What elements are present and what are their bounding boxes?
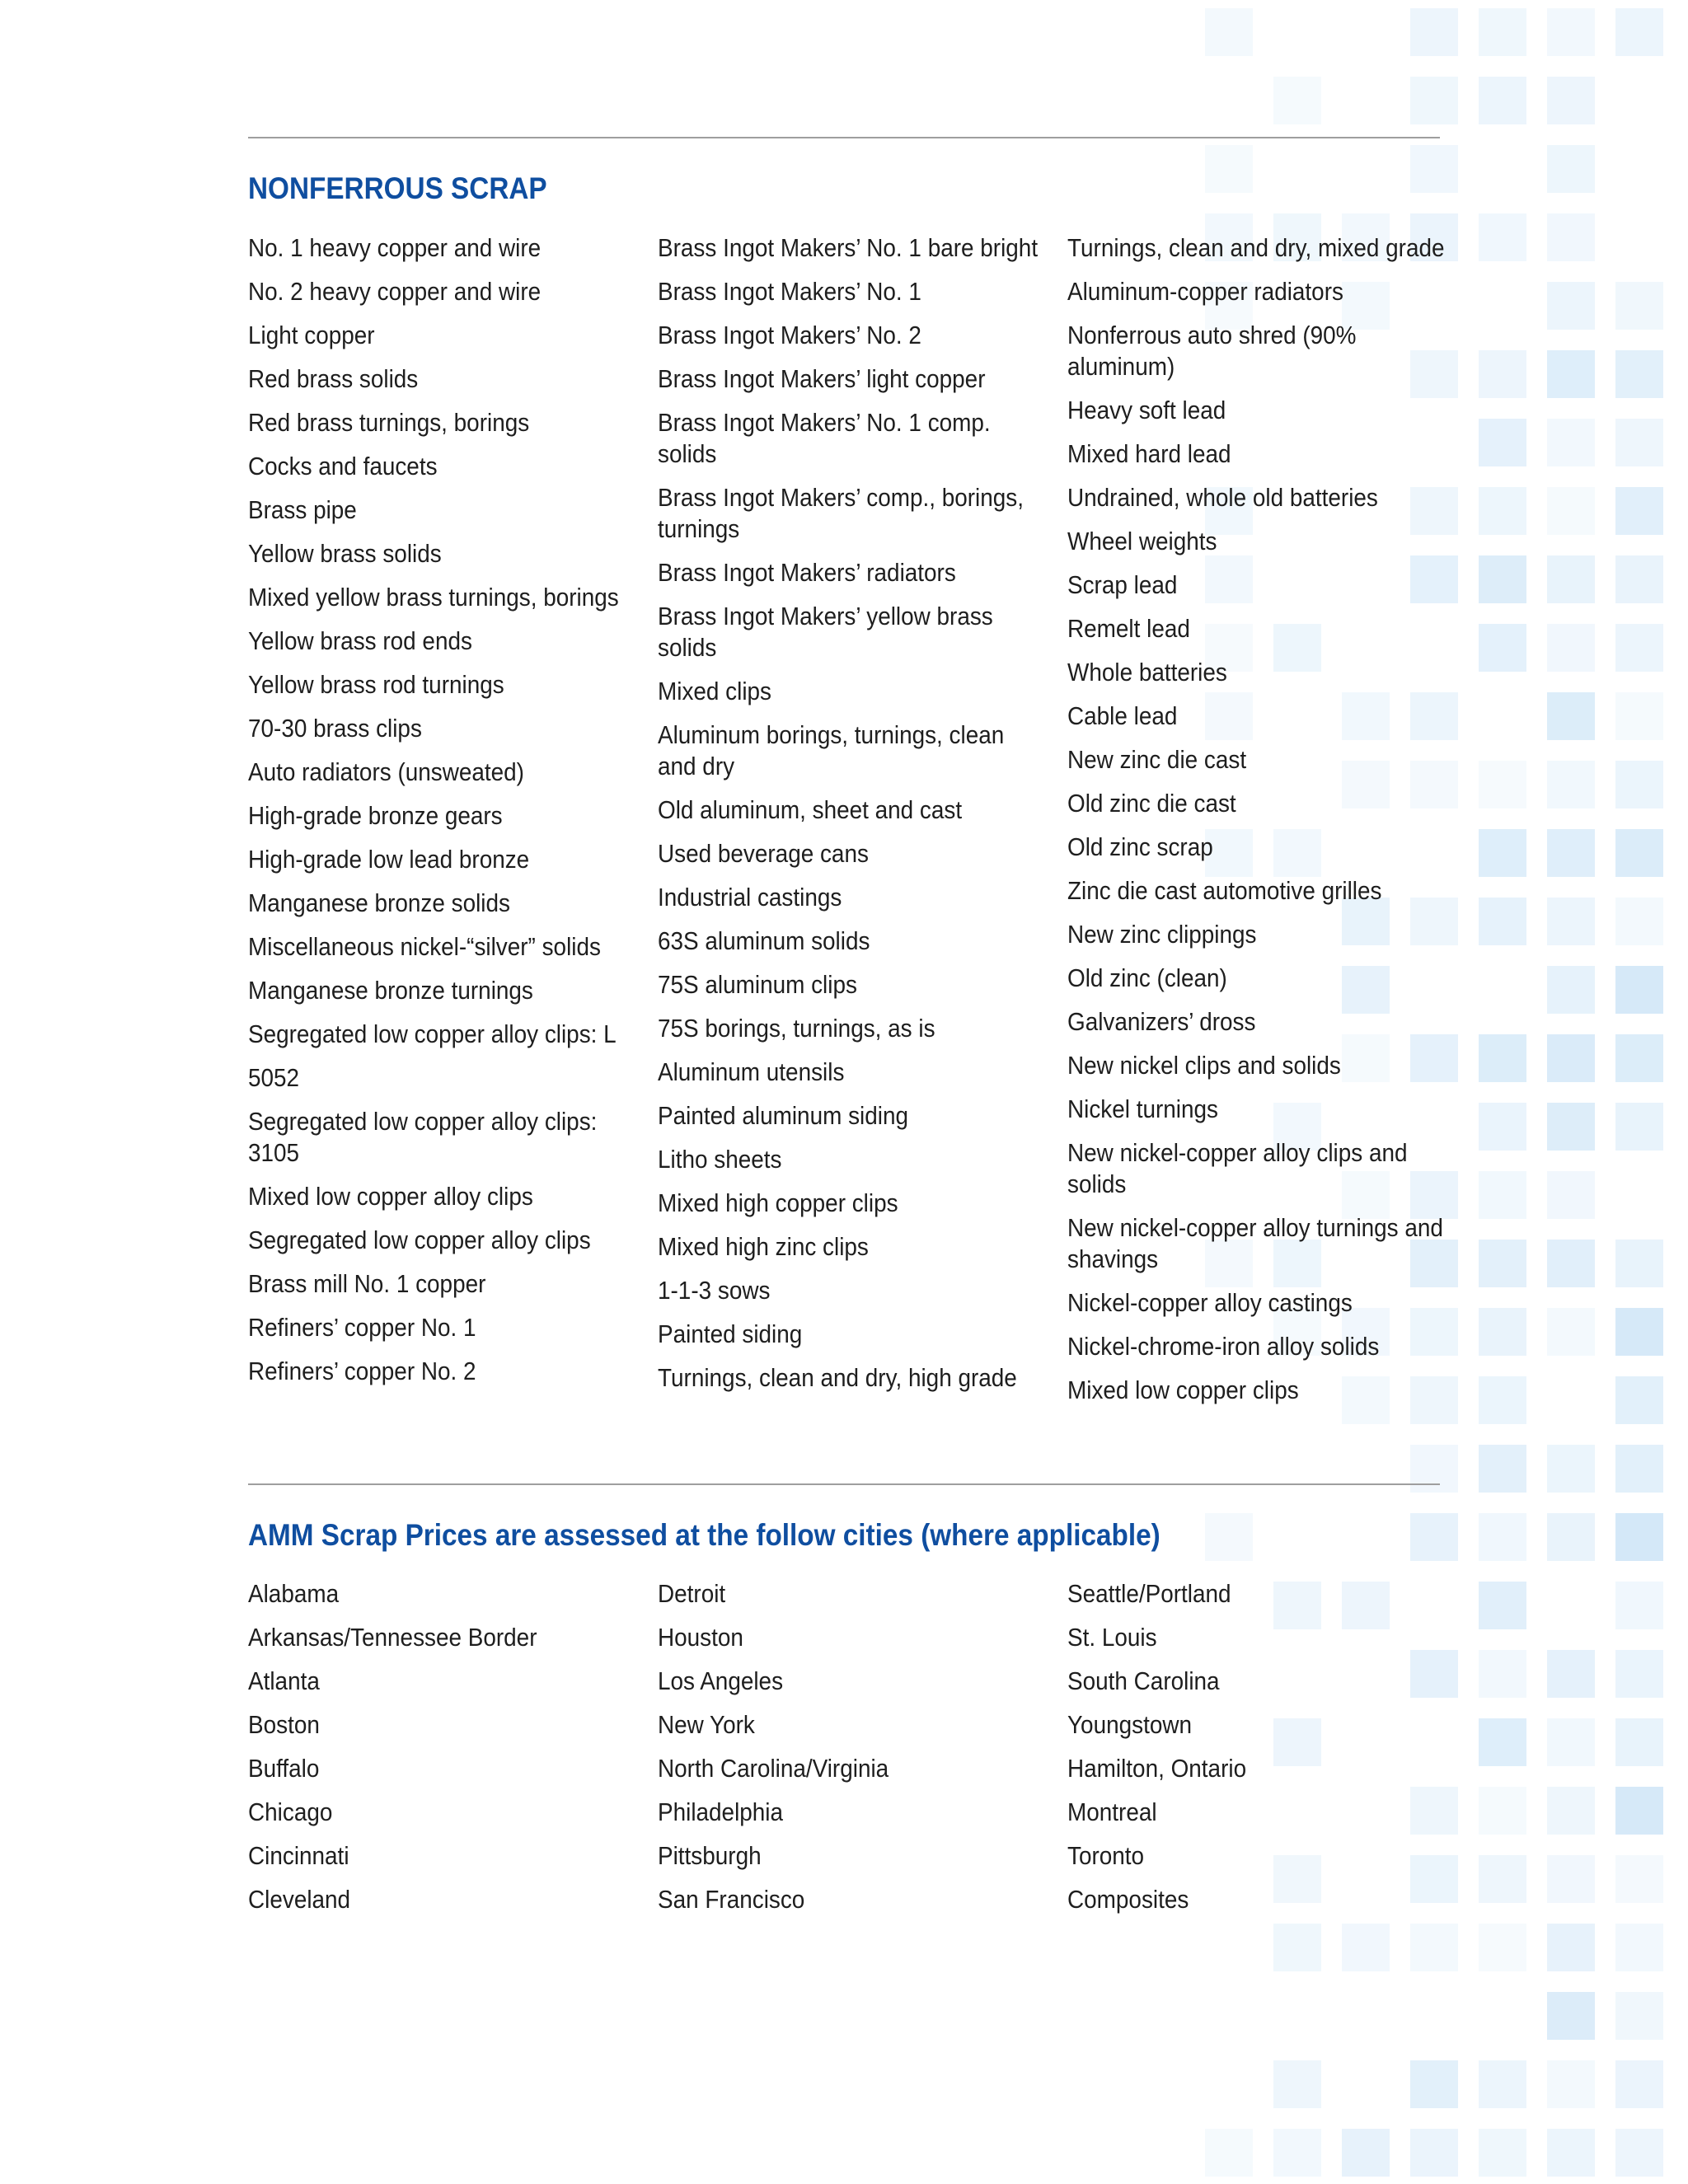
background-tile [1547, 1855, 1595, 1903]
list-item: 63S aluminum solids [658, 926, 870, 955]
list-item: High-grade low lead bronze [248, 845, 530, 874]
list-item: Houston [658, 1623, 743, 1652]
list-item: Mixed clips [658, 677, 771, 705]
list-item: Segregated low copper alloy clips [248, 1226, 591, 1254]
background-tile [1479, 1240, 1526, 1287]
background-tile [1547, 8, 1595, 56]
background-tile [1615, 1308, 1663, 1356]
list-item: High-grade bronze gears [248, 801, 503, 830]
list-item: Cleveland [248, 1885, 351, 1914]
background-tile [1547, 829, 1595, 877]
list-item: Buffalo [248, 1754, 320, 1783]
background-tile [1342, 1924, 1390, 1971]
background-tile [1547, 1513, 1595, 1561]
cities-column-2 [658, 1578, 1045, 1928]
background-tile [1615, 419, 1663, 466]
list-item: 75S borings, turnings, as is [658, 1014, 935, 1043]
list-item: Brass Ingot Makers’ comp., borings, turnings [658, 483, 1024, 543]
list-item: Painted siding [658, 1319, 803, 1348]
list-item: Zinc die cast automotive grilles [1067, 876, 1382, 905]
background-tile [1410, 2060, 1458, 2108]
list-item: Litho sheets [658, 1145, 782, 1174]
background-tile [1615, 282, 1663, 330]
background-tile [1615, 350, 1663, 398]
background-tile [1479, 1582, 1526, 1629]
list-item: Cincinnati [248, 1841, 349, 1870]
list-item: Nickel-chrome-iron alloy solids [1067, 1332, 1380, 1361]
list-item: South Carolina [1067, 1666, 1220, 1695]
list-item: New nickel-copper alloy turnings and shavings [1067, 1213, 1443, 1273]
list-item: Toronto [1067, 1841, 1145, 1870]
list-item: Segregated low copper alloy clips: 3105 [248, 1107, 598, 1167]
background-tile [1615, 1240, 1663, 1287]
background-tile [1547, 898, 1595, 945]
list-item: Brass Ingot Makers’ No. 1 comp. solids [658, 408, 991, 468]
list-item: Brass Ingot Makers’ No. 1 bare bright [658, 233, 1039, 262]
background-tile [1547, 1650, 1595, 1698]
list-item: New York [658, 1710, 755, 1739]
background-tile [1547, 419, 1595, 466]
background-tile [1547, 1787, 1595, 1835]
list-item: Boston [248, 1710, 320, 1739]
background-tile [1615, 1445, 1663, 1493]
background-tile [1479, 1513, 1526, 1561]
nonferrous-column-1 [248, 232, 635, 1399]
list-item: Detroit [658, 1579, 726, 1608]
background-tile [1479, 898, 1526, 945]
background-tile [1547, 1034, 1595, 1082]
background-tile [1547, 213, 1595, 261]
background-tile [1547, 1992, 1595, 2040]
list-item: Segregated low copper alloy clips: L [248, 1019, 617, 1048]
background-tile [1479, 1376, 1526, 1424]
background-tile [1479, 213, 1526, 261]
list-item: 5052 [248, 1063, 300, 1092]
nonferrous-column-3 [1067, 232, 1455, 1418]
list-item: Youngstown [1067, 1710, 1193, 1739]
list-item: Brass Ingot Makers’ No. 1 [658, 277, 921, 306]
background-tile [1479, 419, 1526, 466]
background-tile [1479, 1034, 1526, 1082]
background-tile [1615, 1582, 1663, 1629]
list-item: Yellow brass rod turnings [248, 670, 504, 699]
list-item: Undrained, whole old batteries [1067, 483, 1378, 512]
list-item: Scrap lead [1067, 570, 1178, 599]
list-item: Old aluminum, sheet and cast [658, 795, 963, 824]
list-item: Aluminum utensils [658, 1057, 845, 1086]
list-item: Hamilton, Ontario [1067, 1754, 1247, 1783]
background-tile [1615, 898, 1663, 945]
background-tile [1479, 1718, 1526, 1766]
cities-column-1 [248, 1578, 635, 1928]
list-item: 1-1-3 sows [658, 1276, 771, 1305]
background-tile [1479, 77, 1526, 124]
list-item: Turnings, clean and dry, mixed grade [1067, 233, 1445, 262]
list-item: Alabama [248, 1579, 340, 1608]
nonferrous-column-2 [658, 232, 1045, 1406]
background-tile [1410, 1445, 1458, 1493]
background-tile [1410, 2129, 1458, 2177]
background-tile [1615, 1787, 1663, 1835]
background-tile [1615, 829, 1663, 877]
list-item: New nickel clips and solids [1067, 1051, 1341, 1080]
list-item: Galvanizers’ dross [1067, 1007, 1256, 1036]
background-tile [1479, 761, 1526, 808]
background-tile [1479, 487, 1526, 535]
list-item: Yellow brass rod ends [248, 626, 472, 655]
background-tile [1615, 555, 1663, 603]
background-tile [1547, 350, 1595, 398]
list-item: Remelt lead [1067, 614, 1190, 643]
list-item: Nickel turnings [1067, 1094, 1218, 1123]
background-tile [1547, 1445, 1595, 1493]
list-item: Refiners’ copper No. 1 [248, 1313, 476, 1342]
list-item: Wheel weights [1067, 527, 1217, 555]
background-tile [1615, 1924, 1663, 1971]
background-tile [1615, 1855, 1663, 1903]
background-tile [1479, 1924, 1526, 1971]
background-tile [1205, 145, 1253, 193]
list-item: St. Louis [1067, 1623, 1157, 1652]
list-item: Manganese bronze solids [248, 888, 510, 917]
list-item: Used beverage cans [658, 839, 869, 868]
background-tile [1547, 1171, 1595, 1219]
top-divider [248, 137, 1440, 138]
background-tile [1479, 1650, 1526, 1698]
list-item: Mixed low copper alloy clips [248, 1182, 533, 1211]
list-item: Montreal [1067, 1797, 1157, 1826]
list-item: Industrial castings [658, 883, 842, 912]
list-item: Chicago [248, 1797, 333, 1826]
background-tile [1615, 1718, 1663, 1766]
background-tile [1547, 2060, 1595, 2108]
list-item: Brass Ingot Makers’ No. 2 [658, 321, 921, 349]
background-tile [1615, 966, 1663, 1014]
background-tile [1547, 1240, 1595, 1287]
list-item: Auto radiators (unsweated) [248, 757, 524, 786]
list-item: Seattle/Portland [1067, 1579, 1231, 1608]
background-tile [1273, 77, 1321, 124]
background-tile [1615, 1992, 1663, 2040]
background-tile [1615, 1103, 1663, 1151]
background-tile [1479, 2129, 1526, 2177]
background-tile [1273, 1924, 1321, 1971]
list-item: Brass mill No. 1 copper [248, 1269, 486, 1298]
list-item: Refiners’ copper No. 2 [248, 1357, 476, 1385]
background-tile [1410, 1513, 1458, 1561]
list-item: Whole batteries [1067, 658, 1227, 687]
background-tile [1547, 1308, 1595, 1356]
list-item: Red brass turnings, borings [248, 408, 530, 437]
background-tile [1273, 2129, 1321, 2177]
nonferrous-heading: NONFERROUS SCRAP [248, 171, 547, 205]
list-item: Painted aluminum siding [658, 1101, 908, 1130]
list-item: Aluminum-copper radiators [1067, 277, 1343, 306]
background-tile [1547, 145, 1595, 193]
list-item: Nonferrous auto shred (90% aluminum) [1067, 321, 1357, 381]
cities-column-3 [1067, 1578, 1455, 1928]
background-tile [1547, 966, 1595, 1014]
list-item: Heavy soft lead [1067, 396, 1226, 424]
list-item: North Carolina/Virginia [658, 1754, 889, 1783]
list-item: Mixed low copper clips [1067, 1376, 1299, 1404]
background-tile [1547, 282, 1595, 330]
list-item: Philadelphia [658, 1797, 784, 1826]
list-item: New zinc die cast [1067, 745, 1247, 774]
list-item: Atlanta [248, 1666, 320, 1695]
background-tile [1410, 8, 1458, 56]
list-item: Brass pipe [248, 495, 357, 524]
background-tile [1479, 350, 1526, 398]
list-item: New nickel-copper alloy clips and solids [1067, 1138, 1408, 1198]
background-tile [1615, 1513, 1663, 1561]
background-tile [1479, 8, 1526, 56]
background-tile [1479, 1855, 1526, 1903]
background-tile [1547, 487, 1595, 535]
background-tile [1547, 761, 1595, 808]
list-item: No. 1 heavy copper and wire [248, 233, 542, 262]
background-tile [1547, 692, 1595, 740]
list-item: Cable lead [1067, 701, 1178, 730]
list-item: Pittsburgh [658, 1841, 762, 1870]
background-tile [1205, 1513, 1253, 1561]
background-tile [1615, 692, 1663, 740]
background-tile [1479, 1308, 1526, 1356]
list-item: Los Angeles [658, 1666, 784, 1695]
background-tile [1479, 1103, 1526, 1151]
background-tile [1342, 2129, 1390, 2177]
list-item: Nickel-copper alloy castings [1067, 1288, 1353, 1317]
background-tile [1615, 487, 1663, 535]
list-item: Aluminum borings, turnings, clean and dry [658, 720, 1005, 780]
cities-heading: AMM Scrap Prices are assessed at the follow cities (where applicable) [248, 1518, 1160, 1552]
background-tile [1410, 1924, 1458, 1971]
background-tile [1479, 1787, 1526, 1835]
background-tile [1547, 1924, 1595, 1971]
background-tile [1547, 624, 1595, 672]
background-tile [1205, 2129, 1253, 2177]
list-item: Cocks and faucets [248, 452, 438, 480]
background-tile [1547, 77, 1595, 124]
background-tile [1410, 145, 1458, 193]
background-tile [1615, 1650, 1663, 1698]
background-tile [1479, 1445, 1526, 1493]
background-tile [1615, 761, 1663, 808]
list-item: Miscellaneous nickel-“silver” solids [248, 932, 601, 961]
list-item: Mixed hard lead [1067, 439, 1231, 468]
background-tile [1547, 555, 1595, 603]
list-item: Red brass solids [248, 364, 419, 393]
background-tile [1273, 2060, 1321, 2108]
list-item: 75S aluminum clips [658, 970, 857, 999]
background-tile [1615, 1034, 1663, 1082]
list-item: Old zinc scrap [1067, 832, 1213, 861]
list-item: Mixed yellow brass turnings, borings [248, 583, 619, 612]
list-item: Brass Ingot Makers’ radiators [658, 558, 956, 587]
list-item: Old zinc (clean) [1067, 963, 1227, 992]
list-item: Yellow brass solids [248, 539, 442, 568]
list-item: Brass Ingot Makers’ light copper [658, 364, 986, 393]
list-item: Light copper [248, 321, 375, 349]
list-item: No. 2 heavy copper and wire [248, 277, 542, 306]
background-tile [1547, 1103, 1595, 1151]
list-item: Arkansas/Tennessee Border [248, 1623, 537, 1652]
list-item: Turnings, clean and dry, high grade [658, 1363, 1017, 1392]
background-tile [1479, 555, 1526, 603]
list-item: Old zinc die cast [1067, 789, 1236, 818]
background-tile [1615, 1376, 1663, 1424]
list-item: Manganese bronze turnings [248, 976, 533, 1005]
list-item: Composites [1067, 1885, 1189, 1914]
background-tile [1479, 1171, 1526, 1219]
list-item: 70-30 brass clips [248, 714, 422, 743]
background-tile [1205, 8, 1253, 56]
background-tile [1479, 624, 1526, 672]
background-tile [1615, 2129, 1663, 2177]
background-tile [1615, 624, 1663, 672]
list-item: Mixed high copper clips [658, 1188, 898, 1217]
background-tile [1479, 829, 1526, 877]
background-tile [1547, 1718, 1595, 1766]
list-item: Brass Ingot Makers’ yellow brass solids [658, 602, 993, 662]
list-item: San Francisco [658, 1885, 805, 1914]
background-tile [1615, 2060, 1663, 2108]
background-tile [1410, 77, 1458, 124]
middle-divider [248, 1483, 1440, 1485]
background-tile [1615, 8, 1663, 56]
background-tile [1479, 2060, 1526, 2108]
background-tile [1547, 2129, 1595, 2177]
list-item: New zinc clippings [1067, 920, 1257, 949]
list-item: Mixed high zinc clips [658, 1232, 869, 1261]
